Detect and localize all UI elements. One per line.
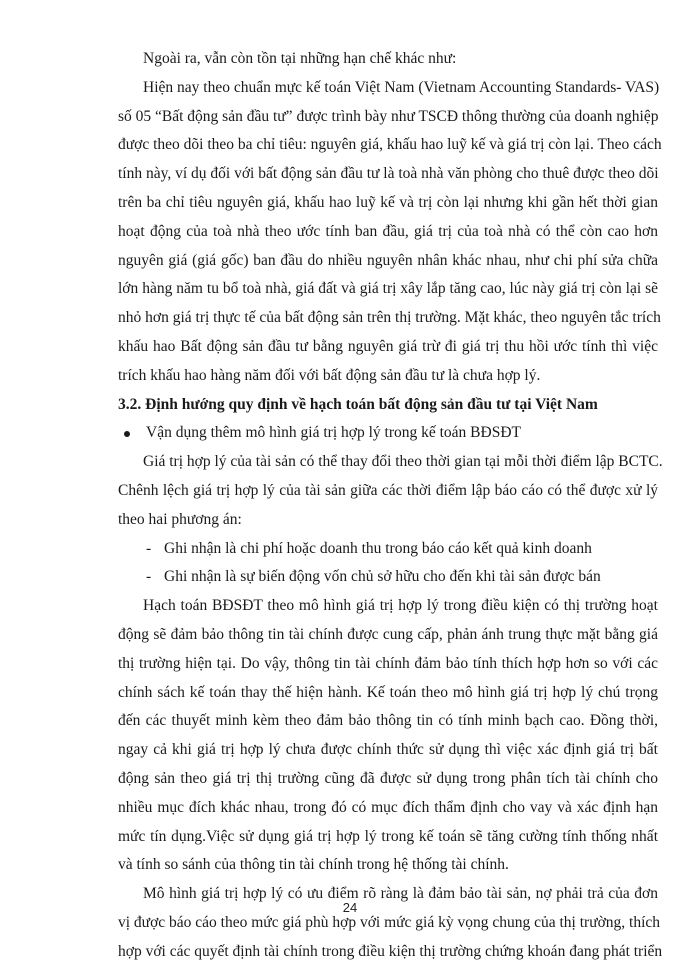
paragraph-accounting — [118, 592, 658, 880]
text-line: Hạch toán BĐSĐT theo mô hình giá trị hợp lý trong điều kiện có thị trường hoạt — [143, 597, 658, 615]
text-line: ngay cả khi giá trị hợp lý chưa được chính thức sử dụng thì việc xác định giá trị bất — [118, 741, 658, 759]
page-number: 24 — [342, 900, 358, 915]
text-line: vị được báo cáo theo mức giá phù hợp với mức giá kỳ vọng chung của thị trường, thích — [118, 913, 661, 931]
text-line: hoạt động của toà nhà theo ước tính ban đầu, giá trị của toà nhà có thể còn cao hơn — [118, 222, 658, 240]
text-line: nhiều mục đích khác nhau, trong đó có mục đích thẩm định cho vay và xác định hạn — [118, 798, 658, 816]
dash-icon: - — [146, 539, 152, 557]
text-line: được theo dõi theo ba chỉ tiêu: nguyên giá, khấu hao luỹ kế và giá trị còn lại. Theo cách — [118, 136, 662, 154]
text-line: lớn hàng năm tu bổ toà nhà, giá đất và giá trị xây lắp tăng cao, lúc này giá trị còn lại sẽ — [118, 280, 658, 298]
text-line: trích khấu hao hàng năm đối với bất động sản đầu tư là chưa hợp lý. — [118, 366, 541, 384]
text-line: Hiện nay theo chuẩn mực kế toán Việt Nam (Vietnam Accounting Standards- VAS) — [143, 78, 660, 96]
bullet-text: Vận dụng thêm mô hình giá trị hợp lý trong kế toán BĐSĐT — [146, 424, 521, 442]
section-heading: 3.2. Định hướng quy định về hạch toán bất động sản đầu tư tại Việt Nam — [118, 395, 598, 413]
text-line: hợp với các quyết định tài chính trong điều kiện thị trường chứng khoán đang phát triển — [118, 942, 663, 960]
text-line: Mô hình giá trị hợp lý có ưu điểm rõ ràng là đảm bảo tài sản, nợ phải trả của đơn — [143, 885, 658, 903]
dash-item-text: Ghi nhận là chi phí hoặc doanh thu trong báo cáo kết quả kinh doanh — [164, 539, 592, 557]
paragraph-advantages — [118, 880, 663, 966]
text-line: động sẽ đảm bảo thông tin tài chính được cung cấp, phản ánh trung thực mặt bằng giá — [118, 625, 658, 643]
text-line: mức tín dụng.Việc sử dụng giá trị hợp lý trong kế toán sẽ tăng cường tính thống nhất — [118, 827, 658, 845]
intro-line: Ngoài ra, vẫn còn tồn tại những hạn chế khác như: — [143, 50, 457, 67]
dash-item-text: Ghi nhận là sự biến động vốn chủ sở hữu cho đến khi tài sản được bán — [164, 568, 601, 586]
text-line: thị trường hiện tại. Do vậy, thông tin tài chính đảm bảo tính thích hợp hơn so với các — [118, 654, 658, 672]
text-line: động sản theo giá trị thị trường cũng đã được sử dụng trong phân tích tài chính cho — [118, 769, 658, 787]
bullet-icon — [124, 431, 130, 437]
text-line: chính sách kế toán thay thế hiện hành. Kế toán theo mô hình giá trị hợp lý chú trọng — [118, 683, 658, 701]
text-line: nhỏ hơn giá trị thực tế của bất động sản trên thị trường. Mặt khác, theo nguyên tắc trích — [118, 309, 661, 327]
paragraph-fair-value — [118, 448, 663, 534]
text-line: tính này, ví dụ đối với bất động sản đầu tư là toà nhà văn phòng cho thuê được theo dõi — [118, 165, 659, 183]
dash-item — [118, 535, 658, 564]
paragraph-vas — [118, 74, 662, 391]
text-line: theo hai phương án: — [118, 510, 242, 528]
dash-icon: - — [146, 568, 152, 586]
text-line: nguyên giá (giá gốc) ban đầu do nhiều nguyên nhân khác nhau, như chi phí sửa chữa — [118, 251, 658, 269]
text-line: Giá trị hợp lý của tài sản có thể thay đổi theo thời gian tại mỗi thời điểm lập BCTC. — [143, 453, 663, 471]
text-line: trên ba chỉ tiêu nguyên giá, khấu hao luỹ kế và trị còn lại nhưng khi gần hết thời gian — [118, 193, 658, 211]
text-line: khấu hao Bất động sản đầu tư bằng nguyên giá trừ đi giá trị thu hồi ước tính thì việc — [118, 337, 658, 355]
bullet-item — [118, 419, 658, 448]
text-line: Chênh lệch giá trị hợp lý của tài sản giữa các thời điểm lập báo cáo có thể được xử lý — [118, 481, 658, 499]
text-line: đến các thuyết minh kèm theo đảm bảo thông tin có tính minh bạch cao. Đồng thời, — [118, 712, 658, 730]
text-line: số 05 “Bất động sản đầu tư” được trình bày như TSCĐ thông thường của doanh nghiệp — [118, 107, 659, 125]
text-line: và tính so sánh của thông tin tài chính trong hệ thống tài chính. — [118, 856, 509, 874]
dash-item — [118, 563, 658, 592]
document-body — [118, 45, 663, 967]
